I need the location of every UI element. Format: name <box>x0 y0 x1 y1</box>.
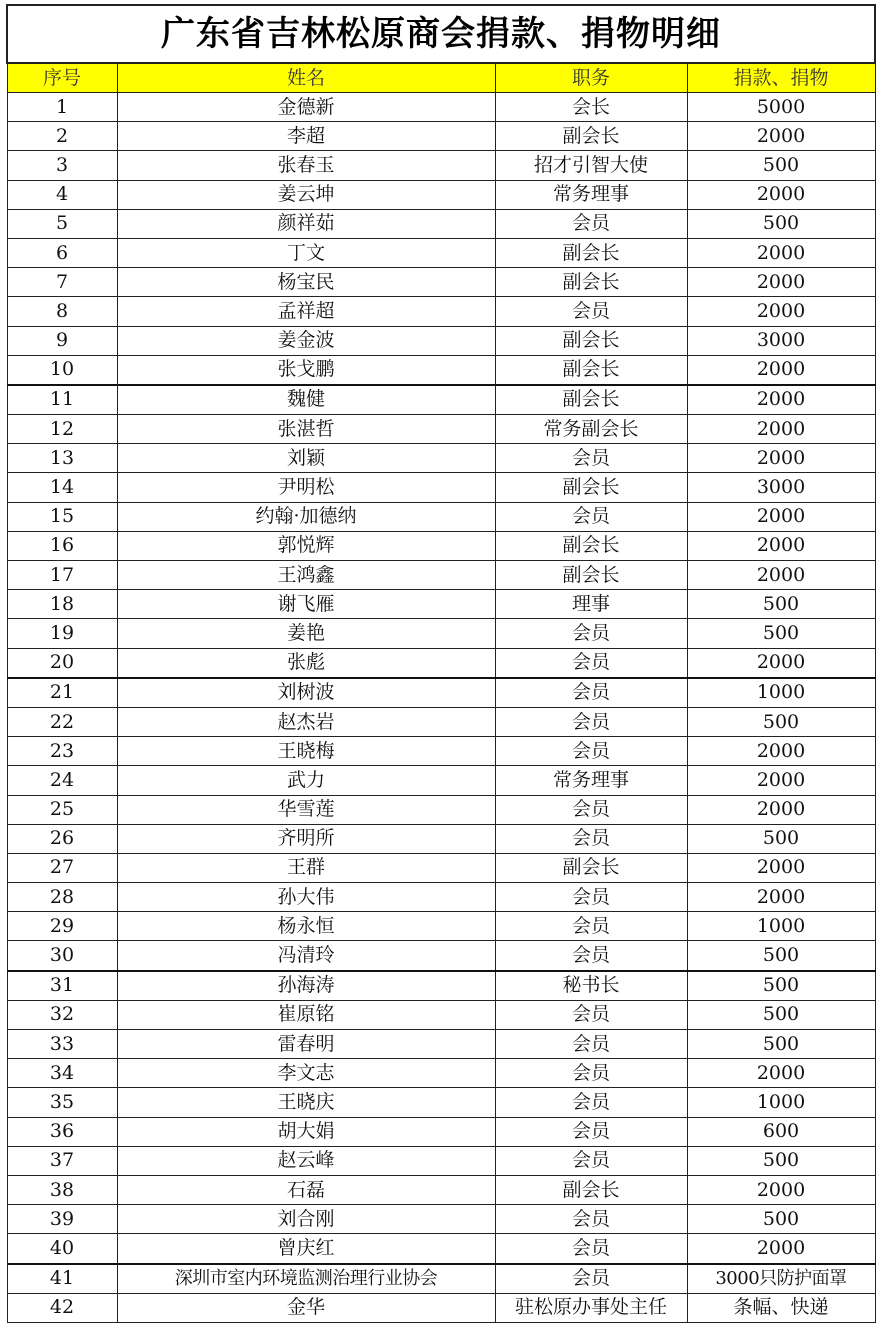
cell-no: 24 <box>7 766 117 795</box>
table-row <box>7 678 875 708</box>
cell-no: 26 <box>7 824 117 853</box>
table-row <box>7 268 875 297</box>
cell-role: 会员 <box>495 912 687 941</box>
cell-role: 常务副会长 <box>495 415 687 444</box>
table-row <box>7 1293 875 1322</box>
cell-amount: 600 <box>687 1117 875 1146</box>
cell-role: 会员 <box>495 824 687 853</box>
cell-no: 21 <box>7 678 117 708</box>
cell-role: 会员 <box>495 1146 687 1175</box>
cell-name: 张春玉 <box>117 151 495 180</box>
cell-role: 会员 <box>495 707 687 736</box>
cell-no: 34 <box>7 1059 117 1088</box>
cell-amount: 条幅、快递 <box>687 1293 875 1322</box>
cell-amount: 500 <box>687 941 875 971</box>
cell-no: 18 <box>7 590 117 619</box>
cell-role: 会员 <box>495 648 687 678</box>
cell-role: 会员 <box>495 1059 687 1088</box>
cell-name: 张湛哲 <box>117 415 495 444</box>
cell-amount: 2000 <box>687 1234 875 1264</box>
table-row <box>7 1088 875 1117</box>
cell-amount: 500 <box>687 590 875 619</box>
cell-name: 颜祥茹 <box>117 209 495 238</box>
cell-role: 副会长 <box>495 355 687 385</box>
cell-amount: 500 <box>687 707 875 736</box>
cell-role: 副会长 <box>495 473 687 502</box>
cell-name: 华雪莲 <box>117 795 495 824</box>
cell-amount: 500 <box>687 1030 875 1059</box>
table-row <box>7 619 875 648</box>
cell-no: 13 <box>7 444 117 473</box>
table-row <box>7 1205 875 1234</box>
table-row <box>7 1146 875 1175</box>
cell-name: 曾庆红 <box>117 1234 495 1264</box>
cell-no: 3 <box>7 151 117 180</box>
cell-no: 35 <box>7 1088 117 1117</box>
table-row <box>7 883 875 912</box>
cell-role: 副会长 <box>495 531 687 560</box>
cell-no: 11 <box>7 385 117 415</box>
cell-name: 刘合刚 <box>117 1205 495 1234</box>
cell-amount: 2000 <box>687 122 875 151</box>
cell-name: 胡大娟 <box>117 1117 495 1146</box>
header-row <box>7 63 875 93</box>
cell-name: 雷春明 <box>117 1030 495 1059</box>
table-row <box>7 385 875 415</box>
cell-amount: 500 <box>687 824 875 853</box>
cell-amount: 2000 <box>687 502 875 531</box>
header-amount: 捐款、捐物 <box>687 63 875 93</box>
table-row <box>7 209 875 238</box>
cell-role: 会员 <box>495 1117 687 1146</box>
cell-no: 37 <box>7 1146 117 1175</box>
cell-name: 姜金波 <box>117 326 495 355</box>
cell-role: 会员 <box>495 619 687 648</box>
cell-amount: 2000 <box>687 883 875 912</box>
cell-amount: 2000 <box>687 853 875 882</box>
cell-role: 常务理事 <box>495 180 687 209</box>
cell-no: 36 <box>7 1117 117 1146</box>
cell-name: 齐明所 <box>117 824 495 853</box>
table-row <box>7 561 875 590</box>
table-row <box>7 355 875 385</box>
cell-amount: 2000 <box>687 1175 875 1204</box>
page-title: 广东省吉林松原商会捐款、捐物明细 <box>7 5 875 63</box>
cell-no: 4 <box>7 180 117 209</box>
cell-amount: 2000 <box>687 648 875 678</box>
cell-amount: 3000只防护面罩 <box>687 1264 875 1294</box>
cell-amount: 2000 <box>687 766 875 795</box>
cell-no: 6 <box>7 238 117 267</box>
cell-name: 杨宝民 <box>117 268 495 297</box>
cell-role: 副会长 <box>495 326 687 355</box>
cell-role: 会员 <box>495 737 687 766</box>
cell-name: 崔原铭 <box>117 1000 495 1029</box>
cell-role: 副会长 <box>495 385 687 415</box>
cell-amount: 2000 <box>687 297 875 326</box>
donation-sheet <box>6 4 874 1319</box>
cell-name: 谢飞雁 <box>117 590 495 619</box>
cell-name: 约翰·加德纳 <box>117 502 495 531</box>
cell-role: 会员 <box>495 1205 687 1234</box>
header-no: 序号 <box>7 63 117 93</box>
cell-name: 孟祥超 <box>117 297 495 326</box>
cell-name: 魏健 <box>117 385 495 415</box>
cell-amount: 3000 <box>687 326 875 355</box>
table-row <box>7 1000 875 1029</box>
cell-no: 31 <box>7 971 117 1001</box>
cell-role: 会员 <box>495 1234 687 1264</box>
table-row <box>7 795 875 824</box>
cell-amount: 2000 <box>687 238 875 267</box>
cell-role: 副会长 <box>495 853 687 882</box>
cell-role: 驻松原办事处主任 <box>495 1293 687 1322</box>
table-row <box>7 1117 875 1146</box>
cell-role: 会员 <box>495 883 687 912</box>
header-role: 职务 <box>495 63 687 93</box>
cell-name: 王晓梅 <box>117 737 495 766</box>
cell-role: 会员 <box>495 941 687 971</box>
cell-name: 金华 <box>117 1293 495 1322</box>
cell-amount: 2000 <box>687 355 875 385</box>
cell-amount: 2000 <box>687 561 875 590</box>
cell-amount: 2000 <box>687 268 875 297</box>
cell-no: 42 <box>7 1293 117 1322</box>
table-row <box>7 1264 875 1294</box>
cell-no: 29 <box>7 912 117 941</box>
table-row <box>7 1234 875 1264</box>
cell-no: 10 <box>7 355 117 385</box>
cell-name: 郭悦辉 <box>117 531 495 560</box>
cell-name: 赵杰岩 <box>117 707 495 736</box>
table-row <box>7 93 875 122</box>
table-row <box>7 912 875 941</box>
title-row <box>7 5 875 63</box>
cell-name: 石磊 <box>117 1175 495 1204</box>
table-row <box>7 1030 875 1059</box>
table-row <box>7 766 875 795</box>
cell-name: 张戈鹏 <box>117 355 495 385</box>
cell-name: 刘颖 <box>117 444 495 473</box>
table-row <box>7 707 875 736</box>
cell-no: 7 <box>7 268 117 297</box>
cell-role: 常务理事 <box>495 766 687 795</box>
table-row <box>7 444 875 473</box>
cell-amount: 500 <box>687 1000 875 1029</box>
cell-role: 副会长 <box>495 122 687 151</box>
cell-role: 会员 <box>495 1000 687 1029</box>
cell-role: 会员 <box>495 209 687 238</box>
cell-no: 22 <box>7 707 117 736</box>
cell-name: 李超 <box>117 122 495 151</box>
cell-amount: 2000 <box>687 180 875 209</box>
cell-role: 副会长 <box>495 268 687 297</box>
cell-amount: 2000 <box>687 444 875 473</box>
cell-amount: 2000 <box>687 415 875 444</box>
cell-name: 刘树波 <box>117 678 495 708</box>
table-body <box>7 93 875 1323</box>
cell-no: 27 <box>7 853 117 882</box>
cell-no: 12 <box>7 415 117 444</box>
cell-no: 20 <box>7 648 117 678</box>
cell-name: 姜艳 <box>117 619 495 648</box>
cell-role: 会员 <box>495 795 687 824</box>
cell-no: 41 <box>7 1264 117 1294</box>
cell-role: 副会长 <box>495 561 687 590</box>
cell-amount: 500 <box>687 151 875 180</box>
cell-role: 副会长 <box>495 1175 687 1204</box>
cell-role: 会员 <box>495 1088 687 1117</box>
cell-no: 17 <box>7 561 117 590</box>
cell-no: 33 <box>7 1030 117 1059</box>
header-name: 姓名 <box>117 63 495 93</box>
cell-name: 武力 <box>117 766 495 795</box>
cell-name: 丁文 <box>117 238 495 267</box>
cell-no: 5 <box>7 209 117 238</box>
cell-name: 赵云峰 <box>117 1146 495 1175</box>
cell-no: 15 <box>7 502 117 531</box>
cell-name: 冯清玲 <box>117 941 495 971</box>
cell-amount: 3000 <box>687 473 875 502</box>
cell-no: 28 <box>7 883 117 912</box>
cell-name: 王晓庆 <box>117 1088 495 1117</box>
cell-role: 理事 <box>495 590 687 619</box>
table-row <box>7 1059 875 1088</box>
cell-name: 张彪 <box>117 648 495 678</box>
table-row <box>7 737 875 766</box>
table-row <box>7 122 875 151</box>
table-row <box>7 590 875 619</box>
cell-role: 会员 <box>495 1030 687 1059</box>
cell-role: 招才引智大使 <box>495 151 687 180</box>
table-row <box>7 648 875 678</box>
cell-no: 9 <box>7 326 117 355</box>
cell-no: 38 <box>7 1175 117 1204</box>
table-row <box>7 415 875 444</box>
cell-amount: 5000 <box>687 93 875 122</box>
cell-no: 23 <box>7 737 117 766</box>
cell-name: 孙大伟 <box>117 883 495 912</box>
cell-no: 39 <box>7 1205 117 1234</box>
cell-amount: 500 <box>687 971 875 1001</box>
cell-no: 19 <box>7 619 117 648</box>
table-row <box>7 180 875 209</box>
table-row <box>7 473 875 502</box>
donation-table <box>6 4 876 1323</box>
cell-amount: 1000 <box>687 912 875 941</box>
cell-role: 副会长 <box>495 238 687 267</box>
cell-role: 会员 <box>495 678 687 708</box>
table-row <box>7 971 875 1001</box>
table-row <box>7 824 875 853</box>
cell-amount: 1000 <box>687 678 875 708</box>
cell-no: 16 <box>7 531 117 560</box>
cell-no: 30 <box>7 941 117 971</box>
cell-role: 会员 <box>495 297 687 326</box>
cell-role: 会员 <box>495 1264 687 1294</box>
table-row <box>7 853 875 882</box>
cell-amount: 2000 <box>687 531 875 560</box>
cell-amount: 500 <box>687 1146 875 1175</box>
cell-role: 秘书长 <box>495 971 687 1001</box>
cell-name: 金德新 <box>117 93 495 122</box>
table-row <box>7 531 875 560</box>
cell-amount: 2000 <box>687 795 875 824</box>
cell-amount: 2000 <box>687 737 875 766</box>
cell-no: 40 <box>7 1234 117 1264</box>
cell-name: 杨永恒 <box>117 912 495 941</box>
cell-no: 1 <box>7 93 117 122</box>
table-row <box>7 297 875 326</box>
cell-amount: 2000 <box>687 385 875 415</box>
cell-name: 王鸿鑫 <box>117 561 495 590</box>
cell-name: 尹明松 <box>117 473 495 502</box>
cell-amount: 2000 <box>687 1059 875 1088</box>
cell-role: 会员 <box>495 502 687 531</box>
cell-role: 会长 <box>495 93 687 122</box>
cell-name: 孙海涛 <box>117 971 495 1001</box>
cell-no: 8 <box>7 297 117 326</box>
cell-name: 深圳市室内环境监测治理行业协会 <box>117 1264 495 1294</box>
cell-amount: 1000 <box>687 1088 875 1117</box>
table-row <box>7 1175 875 1204</box>
table-row <box>7 941 875 971</box>
cell-no: 14 <box>7 473 117 502</box>
table-row <box>7 326 875 355</box>
cell-role: 会员 <box>495 444 687 473</box>
cell-no: 25 <box>7 795 117 824</box>
cell-no: 32 <box>7 1000 117 1029</box>
cell-name: 王群 <box>117 853 495 882</box>
cell-amount: 500 <box>687 1205 875 1234</box>
cell-name: 李文志 <box>117 1059 495 1088</box>
cell-no: 2 <box>7 122 117 151</box>
cell-amount: 500 <box>687 619 875 648</box>
table-row <box>7 238 875 267</box>
cell-amount: 500 <box>687 209 875 238</box>
table-row <box>7 502 875 531</box>
table-row <box>7 151 875 180</box>
cell-name: 姜云坤 <box>117 180 495 209</box>
